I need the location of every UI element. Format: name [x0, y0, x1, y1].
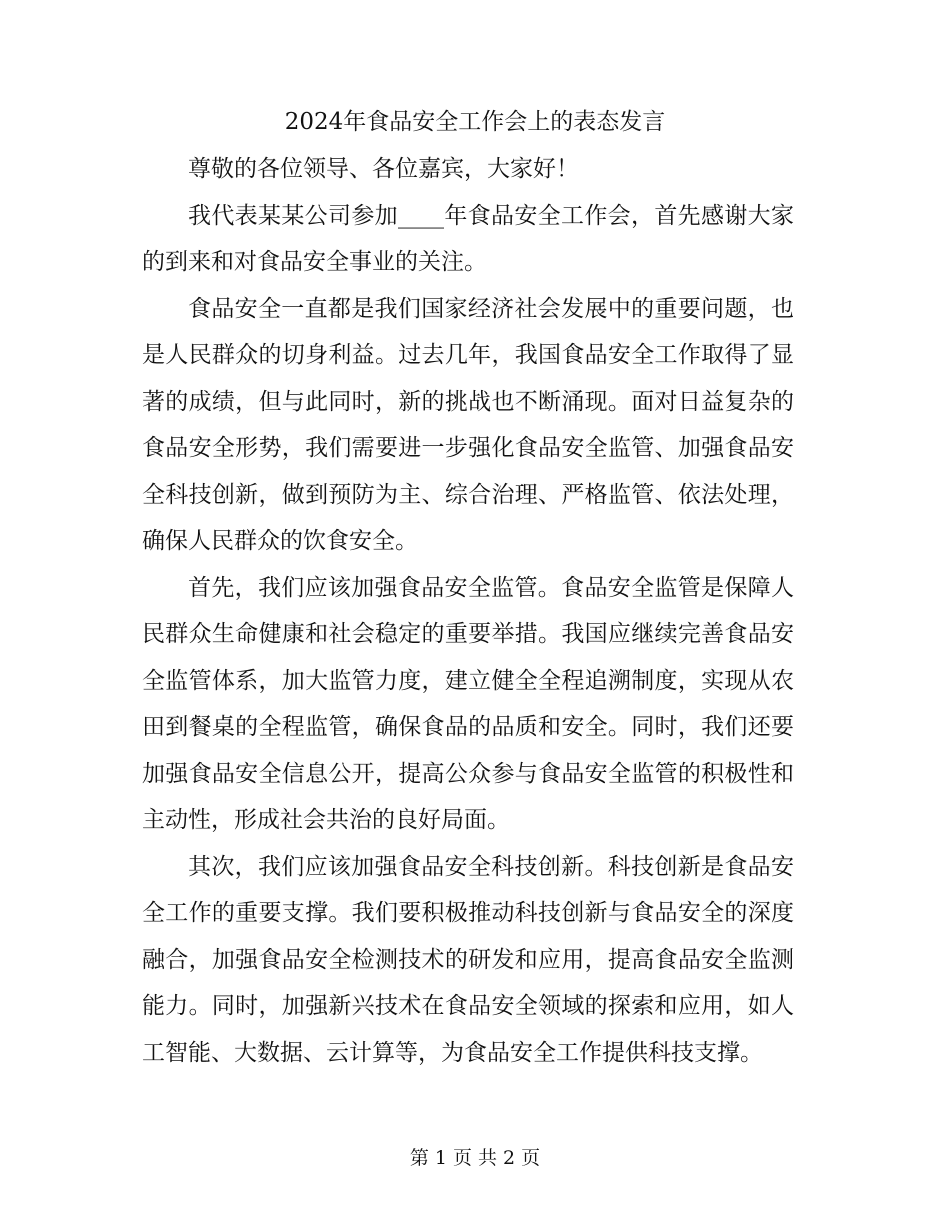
paragraph-background: 食品安全一直都是我们国家经济社会发展中的重要问题，也是人民群众的切身利益。过去几年，我国食品安全工作取得了显著的成绩，但与此同时，新的挑战也不断涌现。面对日益复杂的食品安全形势，我们需要进一步强化食品安全监管、加强食品安全科技创新，做到预防为主、综合治理、严格监管、依法处理，确保人民群众的饮食安全。	[142, 295, 794, 554]
page-number-footer: 第 1 页 共 2 页	[409, 1147, 541, 1169]
document-body	[142, 146, 794, 1076]
paragraph-greeting: 尊敬的各位领导、各位嘉宾，大家好！	[188, 156, 579, 182]
document-title: 2024年食品安全工作会上的表态发言	[284, 109, 666, 135]
paragraph-introduction: 我代表某某公司参加____年食品安全工作会，首先感谢大家的到来和对食品安全事业的关注。	[142, 202, 794, 275]
paragraph-innovation: 其次，我们应该加强食品安全科技创新。科技创新是食品安全工作的重要支撑。我们要积极推动科技创新与食品安全的深度融合，加强食品安全检测技术的研发和应用，提高食品安全监测能力。同时，加强新兴技术在食品安全领域的探索和应用，如人工智能、大数据、云计算等，为食品安全工作提供科技支撑。	[142, 853, 794, 1066]
paragraph-supervision: 首先，我们应该加强食品安全监管。食品安全监管是保障人民群众生命健康和社会稳定的重要举措。我国应继续完善食品安全监管体系，加大监管力度，建立健全全程追溯制度，实现从农田到餐桌的全程监管，确保食品的品质和安全。同时，我们还要加强食品安全信息公开，提高公众参与食品安全监管的积极性和主动性，形成社会共治的良好局面。	[142, 574, 794, 833]
